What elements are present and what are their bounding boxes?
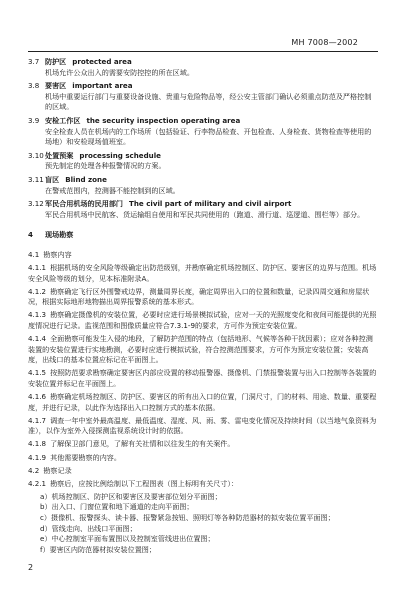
clause-paragraph <box>28 310 378 331</box>
clause-text: 按照防范要求勘察确定要害区内部应设置的移动报警器、摄像机、门禁报警装置与出入口控制等各装置的安装位置并标记在平面图上。 <box>28 368 377 388</box>
term-definition: 机场中重要运行部门与重要设备设施、贵重与危险物品等，经公安主管部门确认必须重点防范及严格控制的区域。 <box>45 91 372 112</box>
drawing-list <box>28 492 378 556</box>
term-title: 要害区 <box>45 81 67 91</box>
term-title: 处置预案 <box>45 150 74 160</box>
term-definition: 军民合用机场中民航客、货运输组自使用和军民共同使用的（跑道、滑行道、巡逻道、围栏等）部分。 <box>45 209 365 219</box>
term-title: 防护区 <box>45 57 67 66</box>
clause-paragraph <box>28 392 378 413</box>
term-entry <box>28 175 378 196</box>
clause-paragraph <box>28 263 378 284</box>
term-number: 3.7 <box>28 57 40 66</box>
clause-text: 勘察确定摄像机的安装位置，必要时应进行场景模拟试验，应对一天的光照度变化和夜间可能提供的光照度情况进行记录。监视范围和图像质量应符合7.3.1-9的要求，方可作为预定安装位置。 <box>28 310 377 330</box>
list-item: d）管线走向、出线口平面图； <box>40 523 137 533</box>
clause-number: 4.1.4 <box>28 334 47 344</box>
clause-number: 4.1.9 <box>28 452 47 462</box>
standard-number: MH 7008—2002 <box>291 38 358 47</box>
clause-number: 4.1.2 <box>28 286 47 296</box>
clause-text: 勘察确定机场控制区、防护区、要害区的所有出入口的位置，门洞尺寸，门的材料、用途、数量、重要程度，并进行记录，以此作为选择出入口控制方式的基本依据。 <box>28 392 377 412</box>
clause-paragraph <box>28 416 378 437</box>
clause-heading <box>28 466 378 477</box>
term-definition: 预先制定的处理各种报警情况的方案。 <box>45 161 166 171</box>
term-entry <box>28 199 378 220</box>
term-definition: 机场允许公众出入的需要安防控控的所在区域。 <box>45 67 194 77</box>
clause-text: 其他需要勘察的内容。 <box>50 452 121 462</box>
header-rule <box>28 51 378 52</box>
clause-text: 勘察确定飞行区外围警戒边界，测量周界长度，确定周界出入口的位置和数量，记录四周交通和房屋状况，根据实际地形地物描出周界报警系统的基本形式。 <box>28 286 370 307</box>
page-number: 2 <box>28 563 34 572</box>
term-entry <box>28 151 378 172</box>
clause-text: 全面勘察可能发生入侵的地段，了解防护范围的特点（包括地形、气候等各种干扰因素）；应对各种控测装置的安装位置进行实地勘测，必要时应进行模拟试验，符合控测范围要求，方可作为预定安装位置；安装高度，出线口的基本位置应标记在平面图上。 <box>28 334 373 365</box>
list-item: a）机场控制区、防护区和要害区及要害部位划分平面图； <box>40 491 222 501</box>
clause-paragraph <box>28 439 378 450</box>
document-body <box>28 57 378 555</box>
clause-number: 4.1 <box>28 249 40 259</box>
term-entry <box>28 116 378 148</box>
clause-text: 根据机场的安全风险等级确定出防范级别，并勘察确定机场控制区、防护区、要害区的边界与范围。机场安全风险等级的划分，见本标准附录A。 <box>28 263 377 283</box>
term-number: 3.8 <box>28 81 40 91</box>
clause-paragraph <box>28 287 378 308</box>
section-number: 4 <box>28 230 33 240</box>
clause-text: 勘察后，应按比例绘制以下工程图表（图上标明有关尺寸）： <box>50 478 239 488</box>
term-english: the security inspection operating area <box>86 115 241 125</box>
term-title: 军民合用机场的民用部门 <box>45 199 124 209</box>
clause-number: 4.1.6 <box>28 392 47 402</box>
term-entry <box>28 81 378 113</box>
term-number: 3.12 <box>28 199 44 209</box>
clause-number: 4.1.7 <box>28 415 47 425</box>
clause-text: 了解保卫部门意见，了解有关社情和以往发生的有关案件。 <box>50 439 235 449</box>
term-english: processing schedule <box>79 150 161 160</box>
term-number: 3.9 <box>28 115 40 125</box>
term-english: important area <box>72 81 133 91</box>
clause-paragraph <box>28 334 378 366</box>
clause-number: 4.2 <box>28 465 40 475</box>
section-title: 现场勘察 <box>45 230 74 240</box>
clause-text: 勘察内容 <box>43 249 72 259</box>
clause-number: 4.1.8 <box>28 439 47 449</box>
list-item: f）要害区内防范器材拟安装位置图； <box>40 544 156 554</box>
term-number: 3.10 <box>28 150 44 160</box>
clause-paragraph <box>28 368 378 389</box>
terms-list <box>28 57 378 220</box>
term-entry <box>28 57 378 78</box>
list-item: e）中心控制室平面布置图以及控制室管线进出位置图； <box>40 534 215 544</box>
list-item: b）出入口、门窗位置和地下通道的走向平面图； <box>40 502 194 512</box>
clause-number: 4.1.3 <box>28 310 47 320</box>
term-title: 安检工作区 <box>45 115 81 125</box>
clause-text: 勘察记录 <box>43 465 72 475</box>
clause-number: 4.1.1 <box>28 263 47 272</box>
term-definition: 安全检查人员在机场内的工作场所（包括验证、行李物品检查、开包检查、人身检查、货物检查等使用的场地）和安检现场值班室。 <box>45 126 372 147</box>
clause-number: 4.1.5 <box>28 368 47 378</box>
clause-text: 调查一年中室外最高温度、最低温度、湿度、风、雨、雾、雷电变化情况及持续时间（以当地气象资料为准），以作为室外入侵探测监视系统设计时的依据。 <box>28 415 377 436</box>
term-english: Blind zone <box>65 174 107 184</box>
term-english: The civil part of military and civil airport <box>129 199 292 209</box>
clause-paragraph <box>28 479 378 490</box>
clause-heading <box>28 250 378 261</box>
section-heading <box>28 230 378 241</box>
term-title: 盲区 <box>45 174 60 184</box>
list-item: c）摄像机、报警探头、读卡器、报警紧急按钮、照明灯等各种防范器材的拟安装位置平面图； <box>40 512 335 522</box>
clause-number: 4.2.1 <box>28 478 47 488</box>
term-definition: 在警戒范围内，控测器不能控制到的区域。 <box>45 185 180 195</box>
term-english: protected area <box>72 57 132 66</box>
clause-paragraph <box>28 453 378 464</box>
paragraphs <box>28 250 378 489</box>
term-number: 3.11 <box>28 174 44 184</box>
